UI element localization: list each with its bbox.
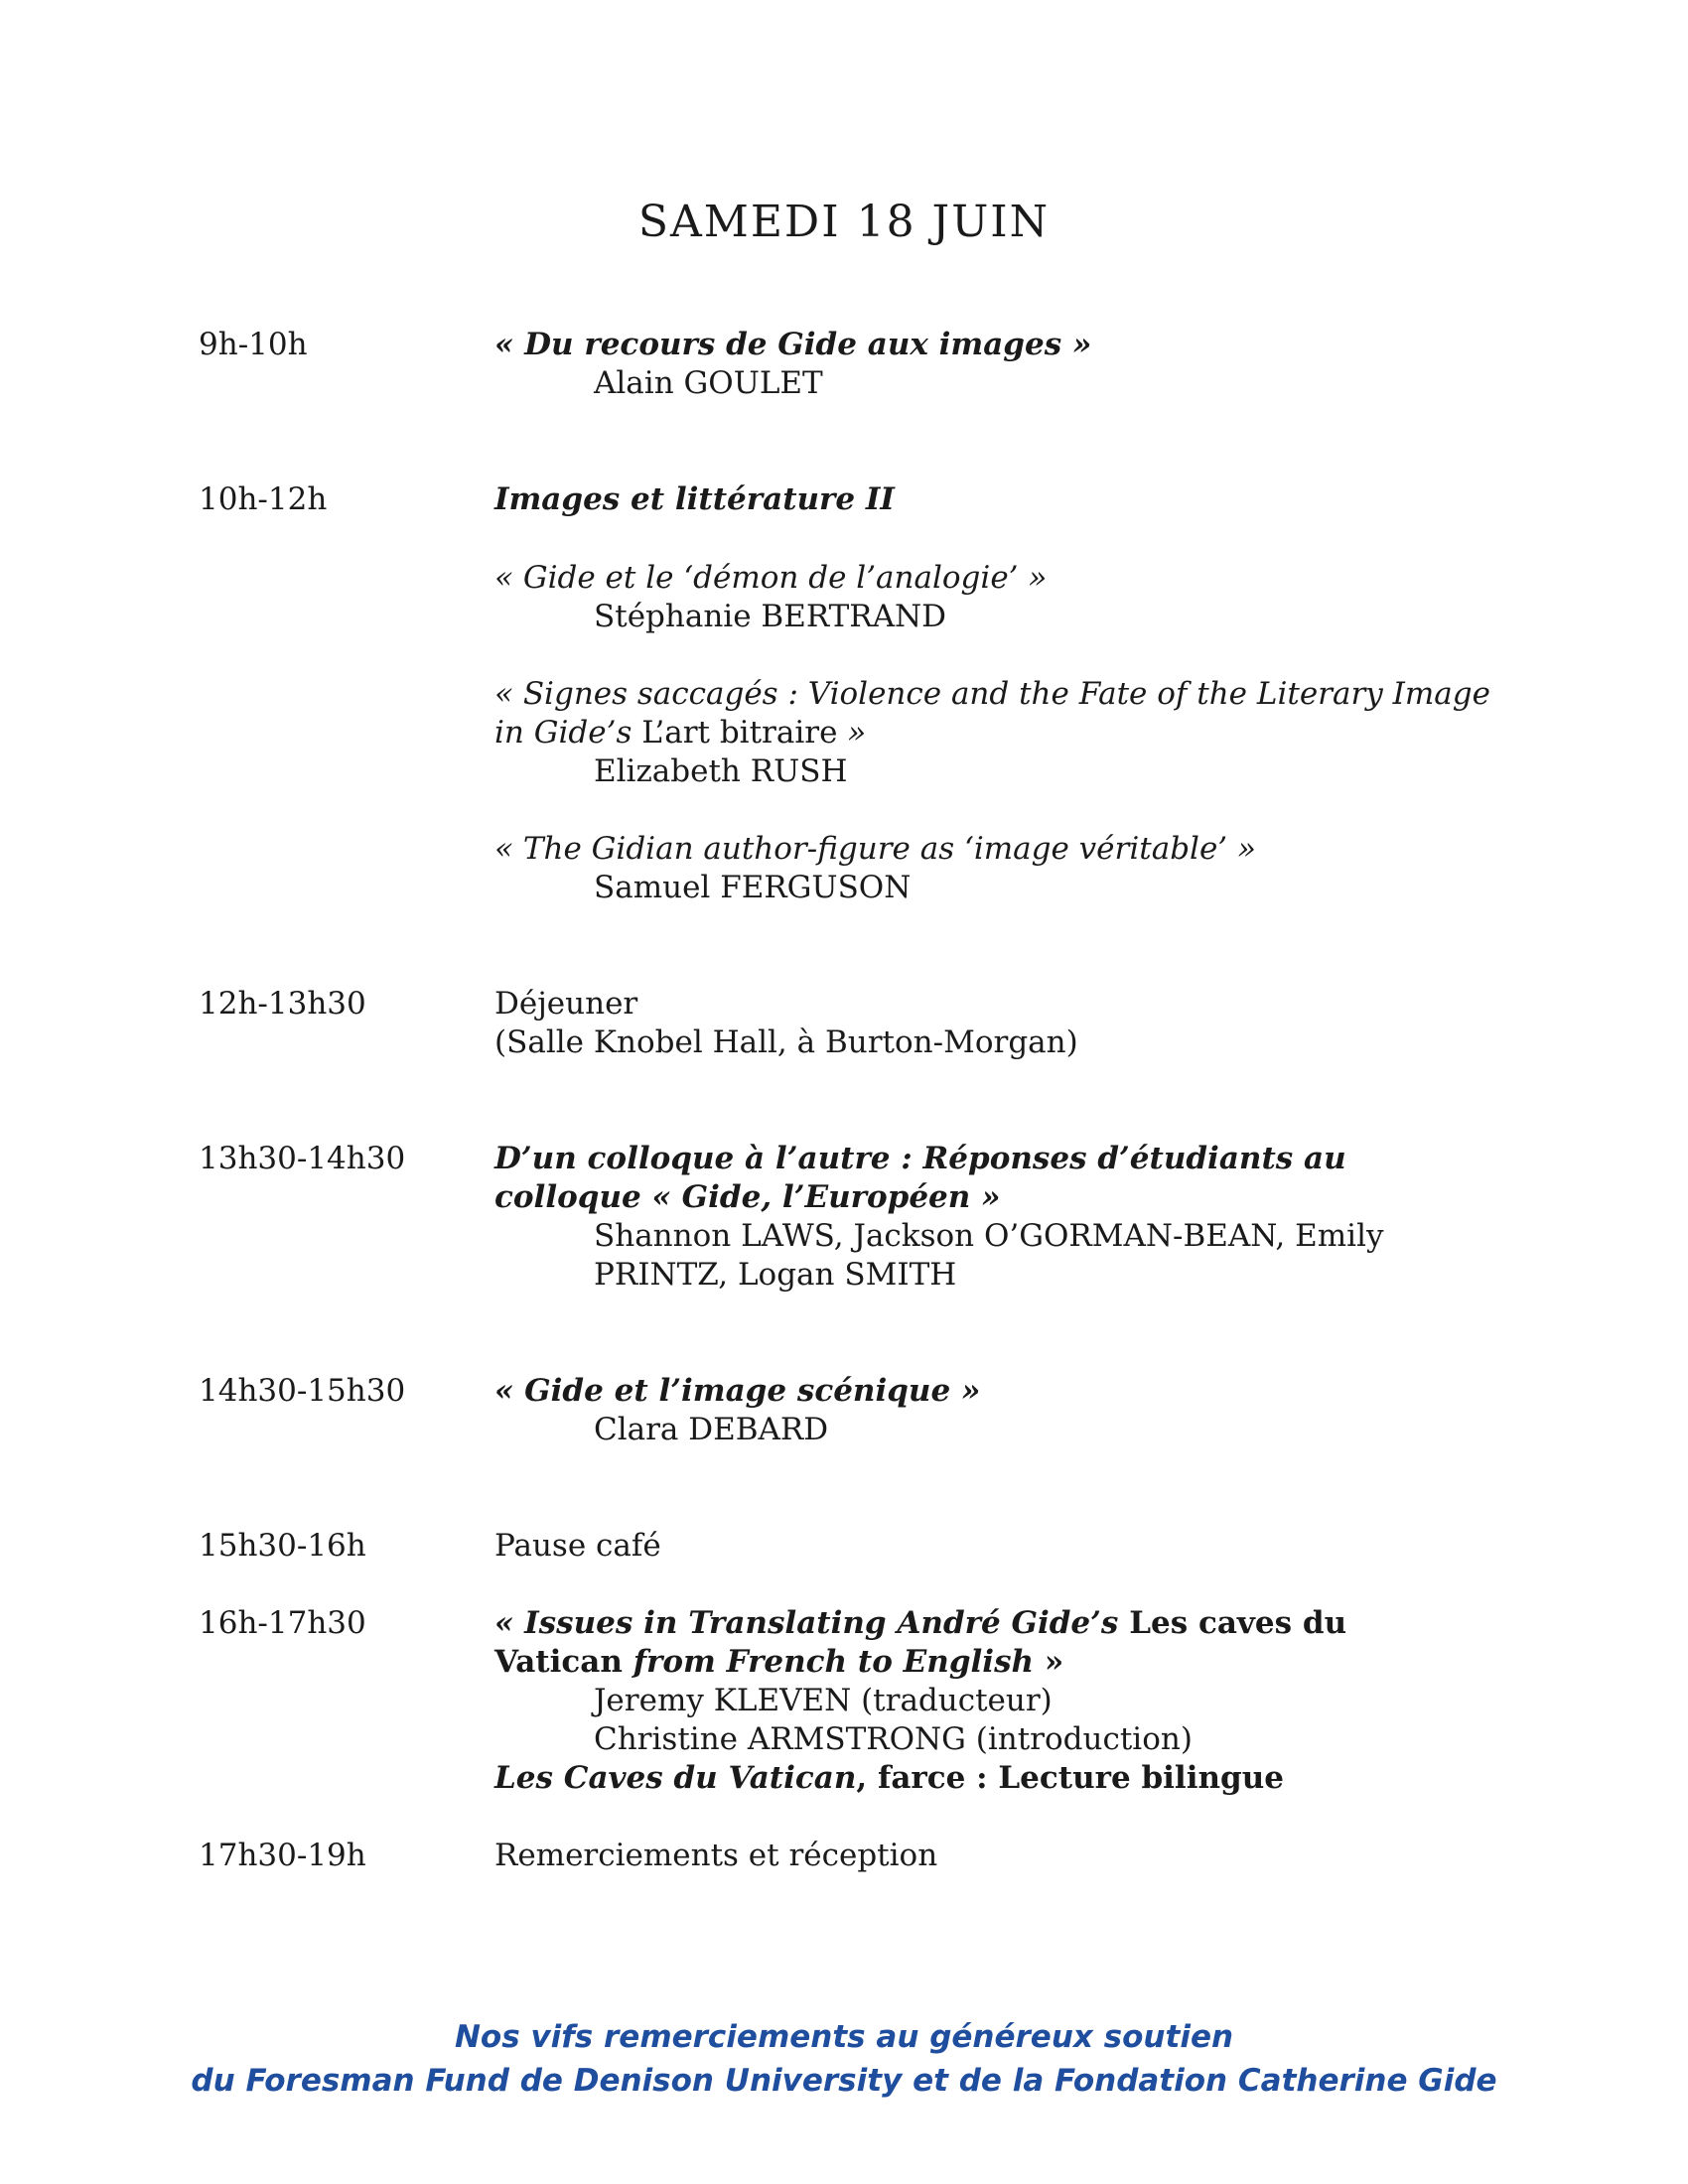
session-time: 16h-17h30 xyxy=(199,1605,366,1641)
talk-title-plain-part: L’art bitraire xyxy=(641,715,838,751)
talk-content xyxy=(494,675,1527,791)
talk-title: « Gide et le ‘démon de l’analogie’ » xyxy=(494,560,1048,596)
talk-content xyxy=(494,830,1527,907)
talk-title-line2 xyxy=(494,714,1527,752)
session-content xyxy=(494,1372,1527,1449)
session-content xyxy=(494,480,1527,519)
title-part: Vatican xyxy=(494,1644,633,1680)
session-text: Remerciements et réception xyxy=(494,1838,938,1873)
session-title: « Gide et l’image scénique » xyxy=(494,1373,981,1409)
session-author-line2: PRINTZ, Logan SMITH xyxy=(594,1257,957,1293)
session-content xyxy=(494,985,1527,1062)
acknowledgement xyxy=(0,2015,1688,2103)
acknowledgement-line1: Nos vifs remerciements au généreux soutien xyxy=(454,2019,1234,2055)
title-part: » xyxy=(1034,1644,1064,1680)
subtitle-part: Les Caves du Vatican xyxy=(494,1760,857,1796)
acknowledgement-line2: du Foresman Fund de Denison University et de la Fondation Catherine Gide xyxy=(191,2063,1497,2099)
session-content xyxy=(494,1837,1527,1875)
session-time: 13h30-14h30 xyxy=(199,1141,406,1176)
talk-title-line1: « Signes saccagés : Violence and the Fate of the Literary Image xyxy=(494,676,1490,712)
title-part: « Issues in Translating André Gide’s xyxy=(494,1605,1130,1641)
session-author: Clara DEBARD xyxy=(594,1412,829,1447)
session-line: (Salle Knobel Hall, à Burton-Morgan) xyxy=(494,1024,1078,1060)
session-subtitle xyxy=(494,1759,1527,1798)
session-line: Déjeuner xyxy=(494,986,638,1022)
session-content xyxy=(494,1140,1527,1295)
session-author: Jeremy KLEVEN (traducteur) xyxy=(594,1683,1053,1718)
talk-title-end: » xyxy=(837,715,867,751)
session-title-line1 xyxy=(494,1604,1527,1643)
session-author-line1: Shannon LAWS, Jackson O’GORMAN-BEAN, Emily xyxy=(594,1218,1384,1254)
session-text: Pause café xyxy=(494,1528,661,1564)
title-part: Les caves du xyxy=(1129,1605,1347,1641)
talk-author: Samuel FERGUSON xyxy=(594,870,912,905)
session-title: Images et littérature II xyxy=(494,481,895,517)
session-time: 9h-10h xyxy=(199,327,308,362)
title-part: from French to English xyxy=(633,1644,1035,1680)
talk-content xyxy=(494,559,1527,636)
session-author: Christine ARMSTRONG (introduction) xyxy=(594,1721,1193,1757)
session-title: « Du recours de Gide aux images » xyxy=(494,327,1092,362)
session-content xyxy=(494,1604,1527,1798)
subtitle-part: , farce : Lecture bilingue xyxy=(856,1760,1284,1796)
session-time: 10h-12h xyxy=(199,481,328,517)
session-time: 17h30-19h xyxy=(199,1838,366,1873)
talk-title-italic-part: in Gide’s xyxy=(494,715,642,751)
session-time: 15h30-16h xyxy=(199,1528,366,1564)
talk-author: Elizabeth RUSH xyxy=(594,753,848,789)
session-time: 14h30-15h30 xyxy=(199,1373,406,1409)
session-author: Alain GOULET xyxy=(594,365,823,401)
talk-title: « The Gidian author-figure as ‘image véritable’ » xyxy=(494,831,1256,867)
session-content xyxy=(494,1527,1527,1566)
session-title-line2: colloque « Gide, l’Européen » xyxy=(494,1179,1001,1215)
page-title: SAMEDI 18 JUIN xyxy=(637,197,1051,247)
talk-author: Stéphanie BERTRAND xyxy=(594,599,947,634)
session-content xyxy=(494,326,1527,403)
session-title-line1: D’un colloque à l’autre : Réponses d’étudiants au xyxy=(494,1141,1346,1176)
session-time: 12h-13h30 xyxy=(199,986,366,1022)
session-title-line2 xyxy=(494,1643,1527,1682)
